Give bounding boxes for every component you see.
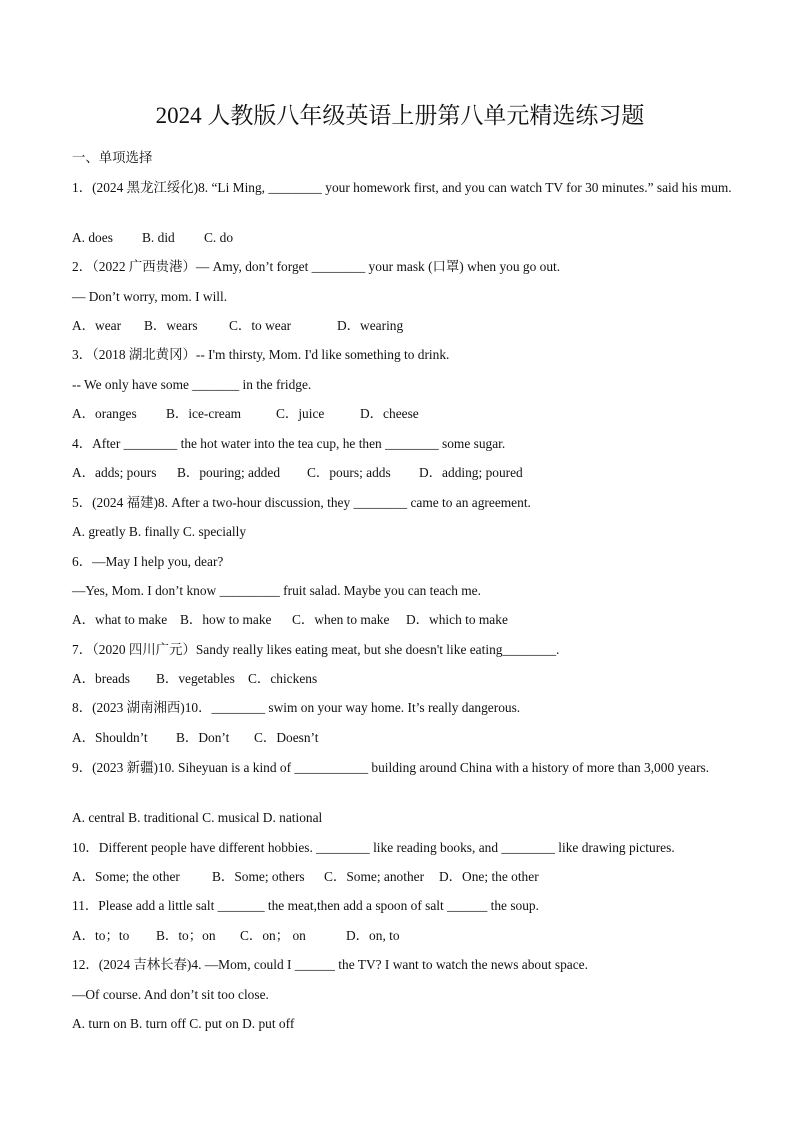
option: B．ice-cream <box>166 406 242 421</box>
option: C．juice <box>276 406 325 421</box>
option: D．cheese <box>360 406 419 421</box>
question-2-options <box>72 316 737 336</box>
option: B．vegetables <box>156 671 235 686</box>
question-10-stem: 10．Different people have different hobbies. ________ like reading books, and ________ like drawing pictures. <box>72 840 675 855</box>
question-4-options <box>72 463 737 483</box>
option: C．when to make <box>292 612 390 627</box>
question-12-reply: —Of course. And don’t sit too close. <box>72 987 269 1002</box>
question-10-options <box>72 867 737 887</box>
option: B．wears <box>144 318 198 333</box>
question-3-options <box>72 404 737 424</box>
option: A．to；to <box>72 928 130 943</box>
question-4-stem: 4．After ________ the hot water into the tea cup, he then ________ some sugar. <box>72 436 506 451</box>
option: A．adds; pours <box>72 465 157 480</box>
question-12-stem: 12．(2024 吉林长春)4. —Mom, could I ______ the TV? I want to watch the news about space. <box>72 957 588 972</box>
option: A. does <box>72 230 113 245</box>
option: B．Some; others <box>212 869 305 884</box>
option: A．what to make <box>72 612 168 627</box>
option: D．wearing <box>337 318 404 333</box>
question-6-reply: —Yes, Mom. I don’t know _________ fruit salad. Maybe you can teach me. <box>72 583 481 598</box>
option: C．pours; adds <box>307 465 391 480</box>
option: C．to wear <box>229 318 292 333</box>
question-1-options <box>72 228 737 248</box>
question-1-stem: 1．(2024 黑龙江绥化)8. “Li Ming, ________ your homework first, and you can watch TV for 30 minutes.” said his mum. <box>72 180 732 195</box>
option: B．Don’t <box>176 730 230 745</box>
question-2-reply: — Don’t worry, mom. I will. <box>72 289 228 304</box>
option: A．wear <box>72 318 122 333</box>
question-6-stem: 6．—May I help you, dear? <box>72 554 224 569</box>
option: C. do <box>204 230 234 245</box>
option: D．One; the other <box>439 869 539 884</box>
question-7-options <box>72 669 737 689</box>
option: A．Some; the other <box>72 869 180 884</box>
question-11-stem: 11．Please add a little salt _______ the meat,then add a spoon of salt ______ the soup. <box>72 898 539 913</box>
option: B．to；on <box>156 928 216 943</box>
document-title: 2024 人教版八年级英语上册第八单元精选练习题 <box>155 103 645 128</box>
question-11-options <box>72 926 737 946</box>
question-5-options: A. greatly B. finally C. specially <box>72 524 247 539</box>
question-9-options: A. central B. traditional C. musical D. national <box>72 810 323 825</box>
option: D．which to make <box>406 612 508 627</box>
question-2-stem: 2．（2022 广西贵港）— Amy, don’t forget ________ your mask (口罩) when you go out. <box>72 259 561 274</box>
option: C．Doesn’t <box>254 730 319 745</box>
question-9-stem: 9．(2023 新疆)10. Siheyuan is a kind of ___________ building around China with a history of more than 3,000 years. <box>72 760 710 775</box>
question-6-options <box>72 610 737 630</box>
option: A．breads <box>72 671 131 686</box>
option: C．on； on <box>240 928 306 943</box>
question-3-reply: -- We only have some _______ in the fridge. <box>72 377 312 392</box>
option: D．adding; poured <box>419 465 523 480</box>
option: B. did <box>142 230 175 245</box>
question-7-stem: 7．（2020 四川广元）Sandy really likes eating meat, but she doesn't like eating________. <box>72 642 560 657</box>
option: A．oranges <box>72 406 137 421</box>
question-8-stem: 8．(2023 湖南湘西)10．________ swim on your way home. It’s really dangerous. <box>72 700 521 715</box>
question-5-stem: 5．(2024 福建)8. After a two-hour discussion, they ________ came to an agreement. <box>72 495 531 510</box>
option: A．Shouldn’t <box>72 730 148 745</box>
option: D．on, to <box>346 928 400 943</box>
question-3-stem: 3．（2018 湖北黄冈）-- I'm thirsty, Mom. I'd like something to drink. <box>72 347 450 362</box>
section-heading: 一、单项选择 <box>72 150 153 165</box>
option: B．pouring; added <box>177 465 281 480</box>
question-12-options: A. turn on B. turn off C. put on D. put off <box>72 1016 295 1031</box>
option: C．Some; another <box>324 869 425 884</box>
option: C．chickens <box>248 671 318 686</box>
question-8-options <box>72 728 737 748</box>
option: B．how to make <box>180 612 272 627</box>
